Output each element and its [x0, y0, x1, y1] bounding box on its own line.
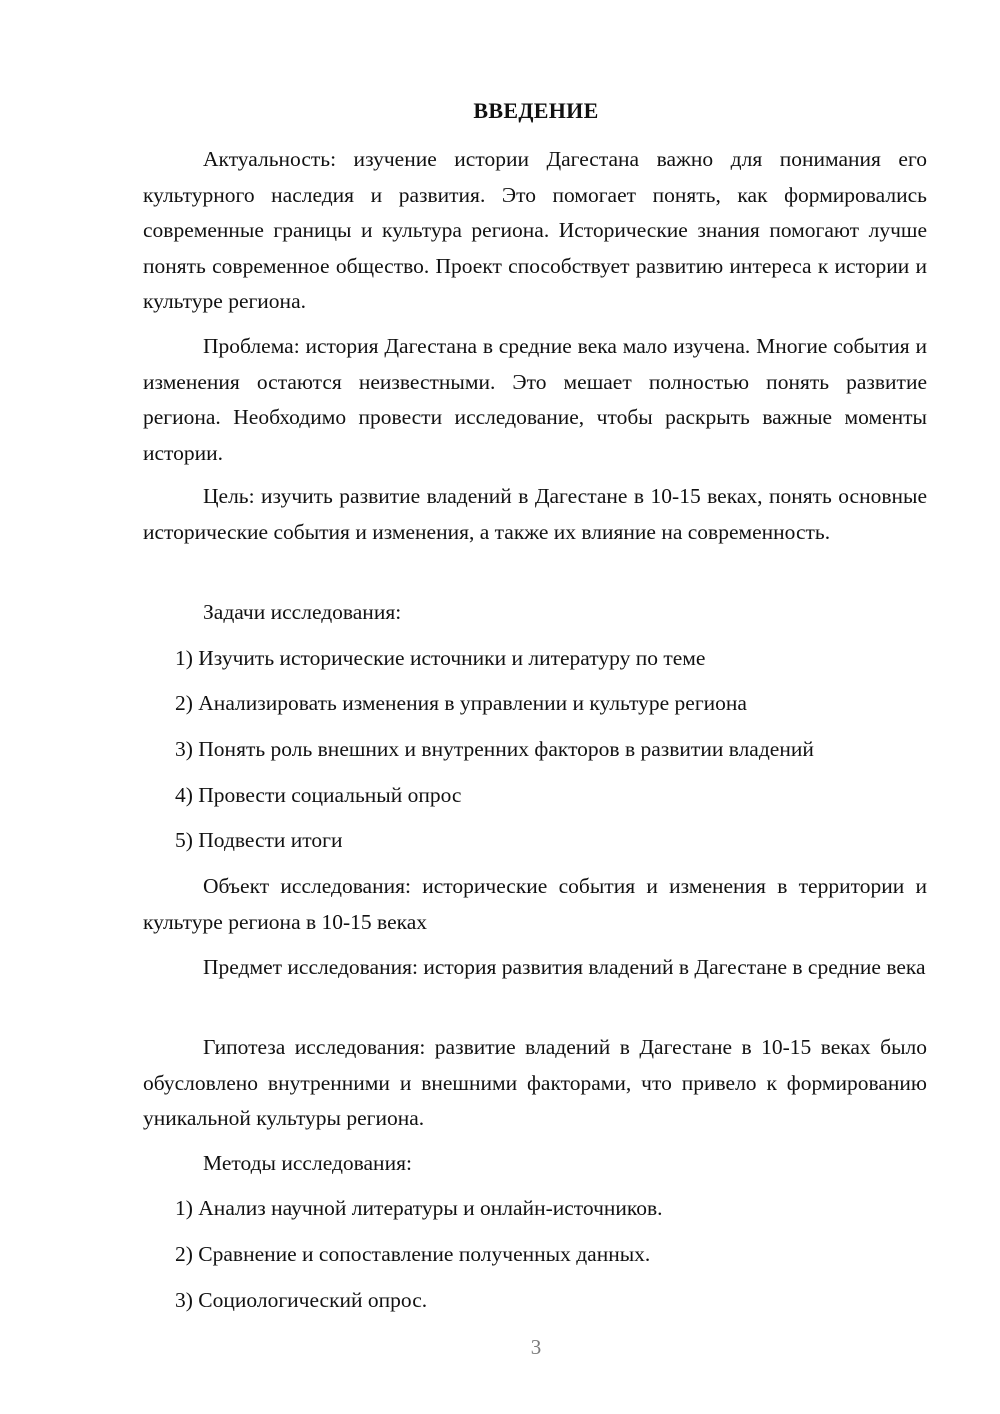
tasks-heading: Задачи исследования: — [203, 600, 402, 624]
page-title: ВВЕДЕНИЕ — [473, 98, 599, 123]
hypothesis-paragraph: Гипотеза исследования: развитие владений в Дагестане в 10-15 веках было обусловлено внутренними и внешними факторами, что привело к формированию уникальной культуры региона. — [143, 1035, 927, 1130]
methods-heading: Методы исследования: — [203, 1151, 412, 1175]
subject-paragraph: Предмет исследования: история развития владений в Дагестане в средние века — [203, 955, 926, 979]
problem-paragraph: Проблема: история Дагестана в средние века мало изучена. Многие события и изменения остаются неизвестными. Это мешает полностью понять развитие региона. Необходимо провести исследование, чтобы раскрыть важные моменты истории. — [143, 334, 927, 465]
page-number: 3 — [530, 1335, 542, 1359]
method-item: 2) Сравнение и сопоставление полученных данных. — [175, 1242, 651, 1266]
task-item: 4) Провести социальный опрос — [175, 783, 462, 807]
task-item: 3) Понять роль внешних и внутренних факторов в развитии владений — [175, 737, 814, 761]
goal-paragraph: Цель: изучить развитие владений в Дагестане в 10-15 веках, понять основные исторические события и изменения, а также их влияние на современность. — [143, 484, 927, 544]
task-item: 2) Анализировать изменения в управлении и культуре региона — [175, 691, 747, 715]
relevance-paragraph: Актуальность: изучение истории Дагестана важно для понимания его культурного наследия и развития. Это помогает понять, как формировались современные границы и культура региона. Исторические знания помогают лучше понять современное общество. Проект способствует развитию интереса к истории и культуре региона. — [143, 147, 927, 313]
method-item: 3) Социологический опрос. — [175, 1288, 428, 1312]
task-item: 1) Изучить исторические источники и литературу по теме — [175, 646, 706, 670]
object-paragraph: Объект исследования: исторические события и изменения в территории и культуре региона в 10-15 веках — [143, 874, 927, 934]
task-item: 5) Подвести итоги — [175, 828, 343, 852]
method-item: 1) Анализ научной литературы и онлайн-источников. — [175, 1196, 663, 1220]
